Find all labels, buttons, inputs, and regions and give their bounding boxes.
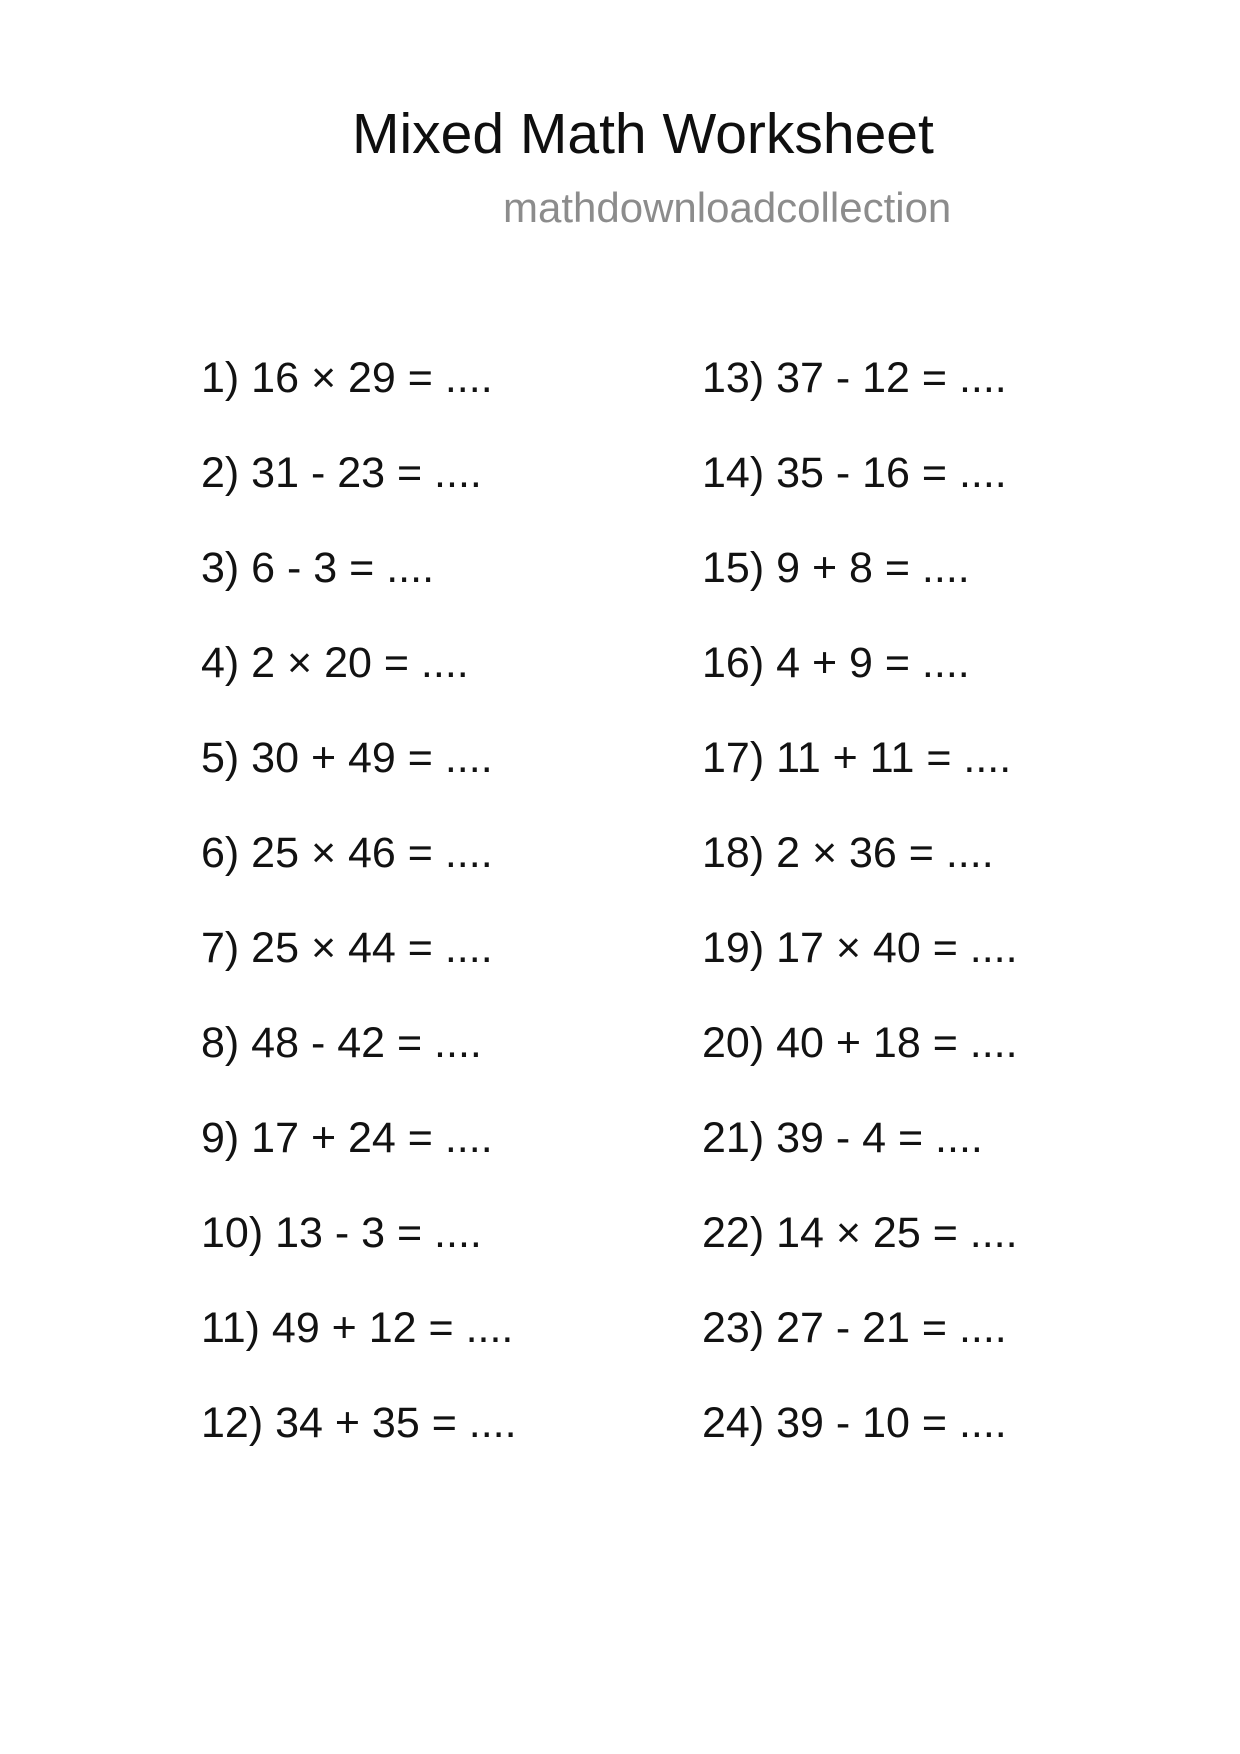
math-problem: 14) 35 - 16 = .... (702, 449, 1007, 497)
math-problem: 23) 27 - 21 = .... (702, 1304, 1007, 1352)
math-problem: 3) 6 - 3 = .... (201, 544, 435, 592)
math-problem: 17) 11 + 11 = .... (702, 734, 1012, 782)
worksheet-title: Mixed Math Worksheet (352, 102, 934, 166)
problem-list-left (201, 348, 517, 1488)
math-problem: 19) 17 × 40 = .... (702, 924, 1018, 972)
problem-list-right (702, 348, 1018, 1488)
math-problem: 6) 25 × 46 = .... (201, 829, 493, 877)
math-problem: 7) 25 × 44 = .... (201, 924, 493, 972)
math-problem: 1) 16 × 29 = .... (201, 354, 493, 402)
math-problem: 22) 14 × 25 = .... (702, 1209, 1018, 1257)
math-problem: 20) 40 + 18 = .... (702, 1019, 1018, 1067)
math-problem: 16) 4 + 9 = .... (702, 639, 970, 687)
math-problem: 12) 34 + 35 = .... (201, 1399, 517, 1447)
math-problem: 8) 48 - 42 = .... (201, 1019, 482, 1067)
math-problem: 4) 2 × 20 = .... (201, 639, 469, 687)
math-problem: 2) 31 - 23 = .... (201, 449, 482, 497)
math-problem: 11) 49 + 12 = .... (201, 1304, 514, 1352)
math-problem: 24) 39 - 10 = .... (702, 1399, 1007, 1447)
math-problem: 10) 13 - 3 = .... (201, 1209, 482, 1257)
math-problem: 15) 9 + 8 = .... (702, 544, 970, 592)
math-problem: 9) 17 + 24 = .... (201, 1114, 493, 1162)
worksheet-subtitle: mathdownloadcollection (503, 184, 952, 231)
math-problem: 5) 30 + 49 = .... (201, 734, 493, 782)
math-problem: 18) 2 × 36 = .... (702, 829, 994, 877)
math-problem: 21) 39 - 4 = .... (702, 1114, 983, 1162)
math-problem: 13) 37 - 12 = .... (702, 354, 1007, 402)
